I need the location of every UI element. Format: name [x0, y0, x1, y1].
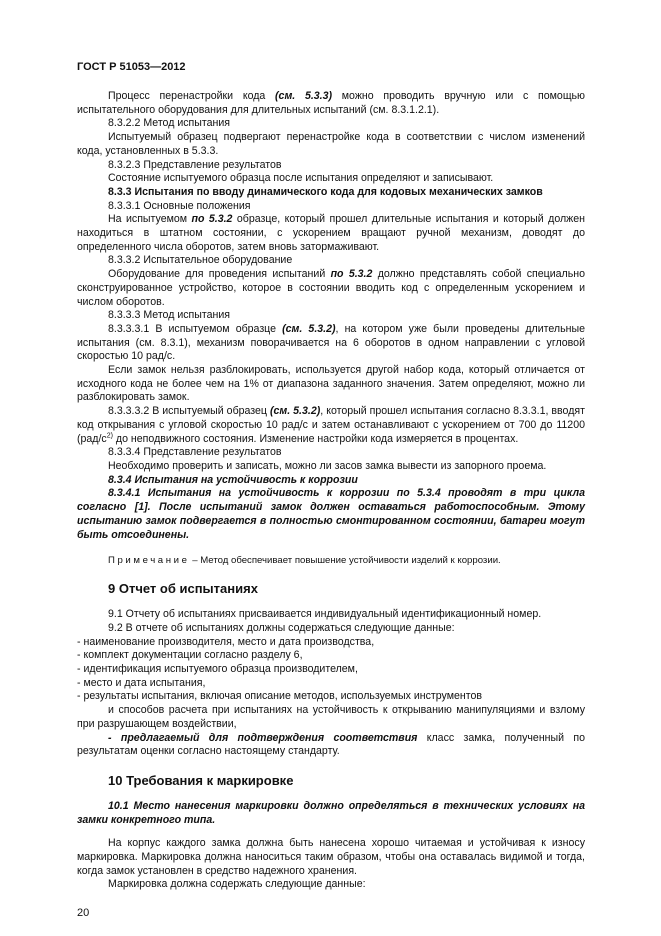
paragraph: [77, 677, 585, 691]
section-10-body: [77, 837, 585, 892]
text-run: 8.3.2.3 Представление результатов: [108, 158, 282, 171]
text-run: 8.3.3.3 Метод испытания: [108, 309, 231, 322]
emphasis-run: 8.3.3 Испытания по вводу динамического кода для кодовых механических замков: [108, 185, 543, 198]
text-run: 8.3.3.3.1 В испытуемом образце: [108, 322, 283, 335]
text-run: - наименование производителя, место и дата производства,: [77, 635, 375, 648]
paragraph: [77, 446, 585, 460]
text-run: , на котором уже были проведены длительные испытания (см. 8.3.1), механизм поворачивается на 6 оборотов в одном направлении с угловой скоростью 10 рад/с.: [77, 322, 585, 363]
page-body: [77, 90, 585, 920]
paragraph: [77, 268, 585, 309]
paragraph: [77, 159, 585, 173]
text-run: Оборудование для проведения испытаний: [108, 268, 331, 281]
paragraph: [77, 663, 585, 677]
paragraph: [77, 878, 585, 892]
emphasis-run: (см. 5.3.2): [269, 405, 321, 418]
paragraph: [77, 90, 585, 117]
text-run: должно представлять собой специально сконструированное устройство, которое в состоянии вводить код с определенным ускорением и числом оборотов.: [77, 268, 585, 308]
paragraph: [77, 487, 585, 542]
text-run: класс замка, полученный по результатам оценки согласно настоящему стандарту.: [77, 731, 585, 758]
document-header: ГОСТ Р 51053—2012: [77, 61, 186, 73]
paragraph: [77, 690, 585, 704]
text-run: до неподвижного состояния. Изменение настройки кода измеряется в процентах.: [112, 432, 519, 445]
paragraph: [77, 837, 585, 878]
emphasis-run: (см. 5.3.2): [282, 322, 336, 335]
emphasis-run: 10.1 Место нанесения маркировки должно определяться в технических условиях на замки конкретного типа.: [77, 799, 585, 826]
paragraph: [77, 608, 585, 622]
text-run: 8.3.3.3.2 В испытуемый образец: [108, 405, 270, 418]
paragraph: [77, 213, 585, 254]
text-run: - идентификация испытуемого образца производителем,: [77, 663, 358, 676]
paragraph: [77, 649, 585, 663]
section-9: [77, 581, 585, 759]
paragraph: [77, 186, 585, 200]
text-run: 8.3.3.4 Представление результатов: [108, 446, 282, 459]
note-text: – Метод обеспечивает повышение устойчивости изделий к коррозии.: [189, 555, 501, 567]
emphasis-run: по 5.3.2: [191, 213, 233, 226]
emphasis-run: - предлагаемый для подтверждения соответствия: [108, 731, 418, 744]
section-10-clause-10-1: [77, 800, 585, 827]
paragraph: [77, 636, 585, 650]
paragraph: [77, 474, 585, 488]
text-run: 9.1 Отчету об испытаниях присваивается индивидуальный идентификационный номер.: [108, 608, 542, 621]
text-run: 8.3.3.2 Испытательное оборудование: [108, 254, 293, 267]
paragraph: [77, 364, 585, 405]
page-number: 20: [77, 907, 90, 920]
paragraph: [77, 172, 585, 186]
text-run: и способов расчета при испытаниях на устойчивость к открыванию манипуляциями и взлому при разрушающем воздействии,: [77, 704, 585, 730]
text-run: Состояние испытуемого образца после испытания определяют и записывают.: [108, 172, 494, 185]
paragraph: [77, 309, 585, 323]
text-run: На корпус каждого замка должна быть нанесена хорошо читаемая и устойчивая к износу маркировка. Маркировка должна наноситься таким образом, чтобы она оставалась видимой и тогда, когда замок установлен в средство надежного хранения.: [77, 837, 585, 877]
paragraph: [77, 704, 585, 731]
emphasis-run: 2): [106, 432, 113, 440]
emphasis-run: 8.3.4.1 Испытания на устойчивость к коррозии по 5.3.4 проводят в три цикла согласно [1]. После испытаний замок должен оставаться работоспособным. Этому испытанию замок подвергается в полностью смонтированном состоянии, батареи могут быть отсоединены.: [77, 487, 585, 541]
paragraph: [77, 405, 585, 446]
paragraph: [77, 323, 585, 364]
text-run: можно проводить вручную или с помощью испытательного оборудования для длительных испытаний (см. 8.3.1.2.1).: [77, 90, 585, 116]
text-run: Маркировка должна содержать следующие данные:: [108, 878, 366, 891]
note: [77, 554, 585, 567]
section-10-heading: 10 Требования к маркировке: [108, 772, 294, 788]
text-block-section-8: [77, 90, 585, 542]
text-run: Испытуемый образец подвергают перенастройке кода в соответствии с числом изменений кода, установленных в 5.3.3.: [77, 131, 585, 157]
paragraph: [77, 800, 585, 827]
text-run: 8.3.2.2 Метод испытания: [108, 117, 231, 130]
text-run: На испытуемом: [108, 213, 192, 226]
paragraph: [77, 732, 585, 759]
text-run: , который прошел испытания согласно 8.3.3.1, вводят код открывания с угловой скоростью 10 рад/с и затем останавливают с ускорением от 700 до 11200 (рад/с: [77, 405, 585, 445]
section-9-heading: 9 Отчет об испытаниях: [108, 581, 258, 597]
text-run: - комплект документации согласно разделу 6,: [77, 649, 303, 662]
paragraph: [77, 460, 585, 474]
section-9-body: [77, 608, 585, 759]
emphasis-run: (см. 5.3.3): [275, 90, 333, 102]
paragraph: [77, 131, 585, 158]
text-run: - результаты испытания, включая описание методов, используемых инструментов: [77, 690, 482, 703]
paragraph: [77, 254, 585, 268]
section-10: [77, 773, 585, 892]
text-run: Процесс перенастройки кода: [108, 90, 276, 102]
text-run: Необходимо проверить и записать, можно ли засов замка вывести из запорного проема.: [108, 459, 547, 472]
paragraph: [77, 117, 585, 131]
text-run: образце, который прошел длительные испытания и который должен находиться в штатном состоянии, с ускорением вращают ручной механизм, доводят до определенного числа оборотов, затем вновь затормаживают.: [77, 213, 585, 253]
text-run: Если замок нельзя разблокировать, используется другой набор кода, который отличается от исходного кода не более чем на 1% от диапазона заданного значения. Затем определяют, можно ли разблокировать замок.: [77, 364, 585, 404]
emphasis-run: 8.3.4 Испытания на устойчивость к коррозии: [108, 473, 358, 486]
paragraph: [77, 200, 585, 214]
text-run: 8.3.3.1 Основные положения: [108, 199, 251, 212]
text-run: 9.2 В отчете об испытаниях должны содержаться следующие данные:: [108, 621, 455, 634]
text-run: - место и дата испытания,: [77, 676, 206, 689]
emphasis-run: по 5.3.2: [330, 268, 373, 281]
paragraph: [77, 622, 585, 636]
note-label: Примечание: [108, 555, 190, 567]
